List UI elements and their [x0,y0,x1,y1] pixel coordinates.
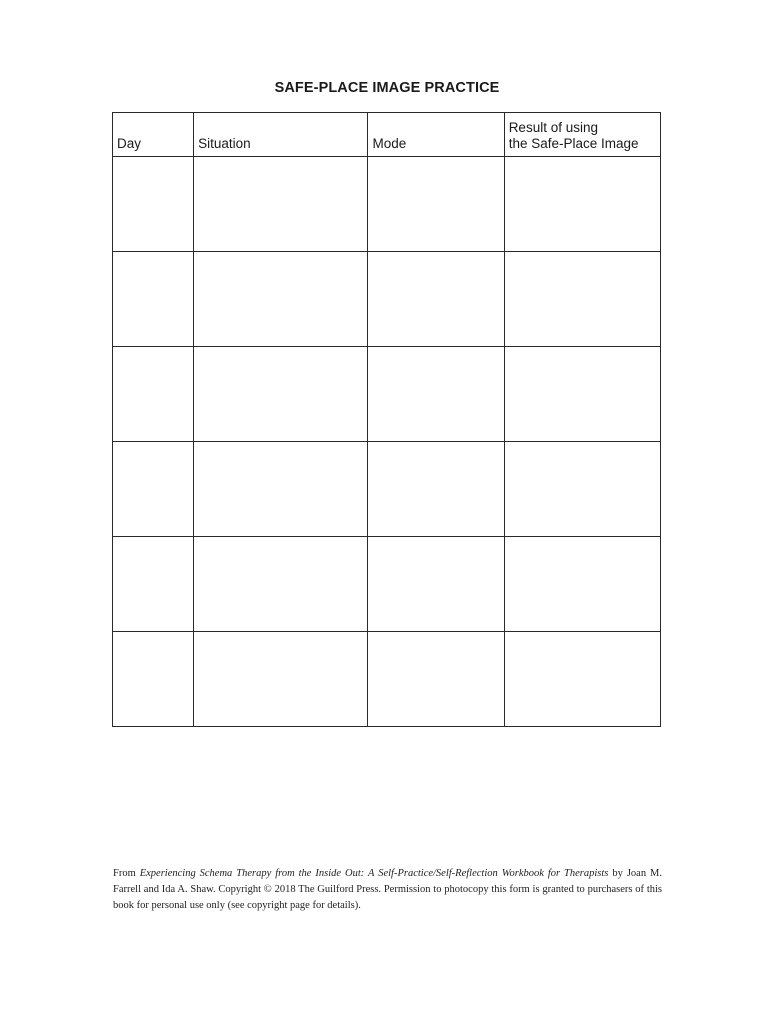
cell-mode[interactable] [368,632,504,727]
cell-result[interactable] [504,347,660,442]
header-day [113,113,194,157]
cell-result[interactable] [504,632,660,727]
cell-situation[interactable] [194,252,368,347]
header-situation [194,113,368,157]
cell-result[interactable] [504,442,660,537]
header-result-label-line2: the Safe-Place Image [508,136,639,151]
header-result-label-line1: Result of using [508,120,598,135]
table-row [113,252,661,347]
table-body [113,157,661,727]
cell-mode[interactable] [368,347,504,442]
cell-day[interactable] [113,252,194,347]
cell-day[interactable] [113,442,194,537]
table-row [113,632,661,727]
cell-day[interactable] [113,632,194,727]
header-day-label: Day [117,136,142,151]
footer-prefix: From [113,868,140,879]
header-mode [368,113,504,157]
cell-situation[interactable] [194,442,368,537]
table-header-row [113,113,661,157]
cell-situation[interactable] [194,632,368,727]
page-title: SAFE-PLACE IMAGE PRACTICE [274,80,500,96]
header-mode-label: Mode [372,136,407,151]
cell-day[interactable] [113,157,194,252]
cell-mode[interactable] [368,537,504,632]
footer-rest: by Joan M. Farrell and Ida A. Shaw. Copyright © 2018 The Guilford Press. Permission to photocopy this form is granted to purchasers of this book for personal use only (see copyright page for details). [113,868,662,911]
cell-mode[interactable] [368,442,504,537]
cell-result[interactable] [504,252,660,347]
practice-table [112,112,661,727]
cell-situation[interactable] [194,347,368,442]
table-row [113,347,661,442]
table-row [113,157,661,252]
cell-day[interactable] [113,347,194,442]
cell-result[interactable] [504,537,660,632]
header-situation-label: Situation [198,136,251,151]
table-row [113,537,661,632]
cell-mode[interactable] [368,157,504,252]
cell-result[interactable] [504,157,660,252]
cell-situation[interactable] [194,537,368,632]
footer-book-title: Experiencing Schema Therapy from the Inside Out: A Self-Practice/Self-Reflection Workbook for Therapists [139,868,609,879]
header-result [504,113,660,157]
copyright-footer [113,866,662,914]
table-row [113,442,661,537]
cell-situation[interactable] [194,157,368,252]
cell-mode[interactable] [368,252,504,347]
cell-day[interactable] [113,537,194,632]
